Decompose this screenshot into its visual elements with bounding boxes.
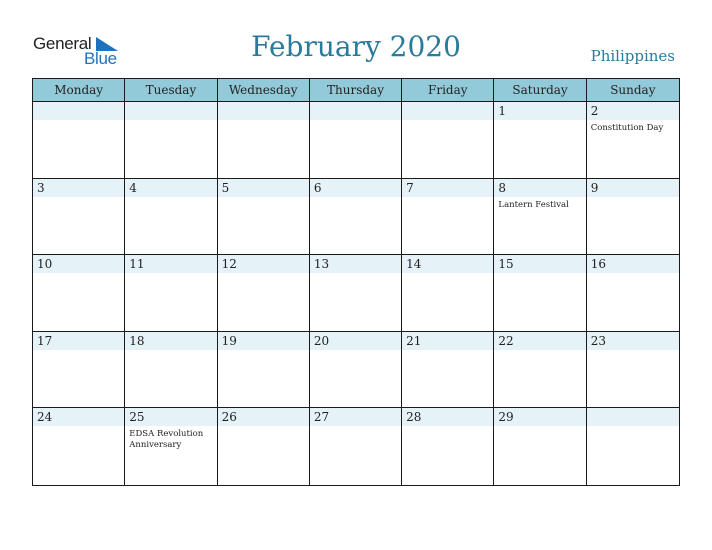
day-cell bbox=[218, 255, 310, 332]
day-number: 13 bbox=[313, 257, 330, 272]
day-number: 17 bbox=[37, 333, 53, 348]
day-cell bbox=[587, 332, 679, 409]
day-number: 14 bbox=[406, 257, 422, 272]
day-number: 18 bbox=[129, 333, 145, 348]
day-band bbox=[125, 102, 216, 120]
day-cell bbox=[125, 332, 217, 409]
page-title: February 2020 bbox=[251, 30, 461, 63]
day-number: 16 bbox=[590, 257, 606, 272]
day-band bbox=[494, 179, 585, 197]
day-number: 4 bbox=[129, 180, 137, 195]
day-band bbox=[125, 179, 216, 197]
day-cell bbox=[125, 179, 217, 256]
day-cell bbox=[402, 179, 494, 256]
day-band bbox=[310, 102, 401, 120]
day-number: 28 bbox=[406, 410, 422, 425]
day-cell bbox=[310, 102, 402, 179]
weekday-header: Tuesday bbox=[125, 79, 217, 102]
day-cell bbox=[587, 179, 679, 256]
day-cell bbox=[125, 102, 217, 179]
logo-blue-text: Blue bbox=[84, 49, 117, 68]
day-cell bbox=[125, 408, 217, 485]
day-number: 10 bbox=[37, 257, 53, 272]
day-band bbox=[33, 179, 124, 197]
weekday-header: Monday bbox=[33, 79, 125, 102]
day-number: 15 bbox=[498, 257, 514, 272]
day-number: 24 bbox=[37, 410, 53, 425]
day-band bbox=[587, 102, 679, 120]
day-cell bbox=[218, 102, 310, 179]
day-cell bbox=[310, 255, 402, 332]
country-label: Philippines bbox=[590, 47, 675, 65]
day-cell bbox=[33, 102, 125, 179]
day-cell bbox=[218, 332, 310, 409]
day-number: 26 bbox=[221, 410, 237, 425]
day-cell bbox=[587, 102, 679, 179]
day-number: 5 bbox=[221, 180, 230, 195]
day-cell bbox=[125, 255, 217, 332]
day-number: 8 bbox=[498, 180, 507, 195]
day-number: 1 bbox=[498, 104, 507, 118]
day-number: 29 bbox=[498, 410, 514, 425]
day-cell bbox=[33, 332, 125, 409]
holiday-label: Lantern Festival bbox=[498, 199, 569, 210]
day-number: 11 bbox=[129, 257, 145, 272]
day-cell bbox=[494, 332, 586, 409]
day-band bbox=[402, 179, 493, 197]
day-cell bbox=[494, 255, 586, 332]
day-band bbox=[218, 179, 309, 197]
day-number: 27 bbox=[313, 410, 330, 425]
day-band bbox=[218, 102, 309, 120]
day-cell bbox=[402, 102, 494, 179]
day-cell bbox=[33, 179, 125, 256]
weekday-header: Wednesday bbox=[218, 79, 310, 102]
day-band bbox=[33, 102, 124, 120]
day-cell bbox=[402, 332, 494, 409]
day-cell bbox=[494, 102, 586, 179]
day-band bbox=[587, 408, 679, 426]
day-cell bbox=[402, 255, 494, 332]
day-cell bbox=[218, 179, 310, 256]
day-cell bbox=[587, 408, 679, 485]
weekday-header: Thursday bbox=[310, 79, 402, 102]
day-number: 25 bbox=[129, 410, 145, 425]
day-cell bbox=[587, 255, 679, 332]
day-number: 9 bbox=[590, 180, 599, 195]
calendar-grid bbox=[32, 78, 680, 486]
day-number: 21 bbox=[406, 333, 422, 348]
day-number: 23 bbox=[590, 333, 606, 348]
day-cell bbox=[33, 255, 125, 332]
day-band bbox=[402, 102, 493, 120]
weekday-header: Sunday bbox=[587, 79, 679, 102]
weekday-header: Saturday bbox=[494, 79, 586, 102]
day-cell bbox=[310, 179, 402, 256]
day-cell bbox=[402, 408, 494, 485]
day-number: 12 bbox=[221, 257, 237, 272]
day-cell bbox=[310, 408, 402, 485]
day-band bbox=[587, 179, 679, 197]
holiday-label: EDSA Revolution Anniversary bbox=[129, 429, 204, 451]
day-number: 2 bbox=[590, 104, 599, 118]
day-band bbox=[310, 179, 401, 197]
day-number: 7 bbox=[406, 180, 414, 195]
day-number: 22 bbox=[498, 333, 514, 348]
day-number: 19 bbox=[221, 333, 237, 348]
day-cell bbox=[494, 179, 586, 256]
day-cell bbox=[33, 408, 125, 485]
day-cell bbox=[494, 408, 586, 485]
day-cell bbox=[218, 408, 310, 485]
day-number: 3 bbox=[37, 180, 45, 195]
day-cell bbox=[310, 332, 402, 409]
day-band bbox=[494, 102, 585, 120]
day-number: 20 bbox=[313, 333, 330, 348]
day-number: 6 bbox=[313, 180, 322, 195]
holiday-label: Constitution Day bbox=[590, 123, 664, 133]
logo-general-text: General bbox=[33, 34, 92, 53]
weekday-header: Friday bbox=[402, 79, 494, 102]
